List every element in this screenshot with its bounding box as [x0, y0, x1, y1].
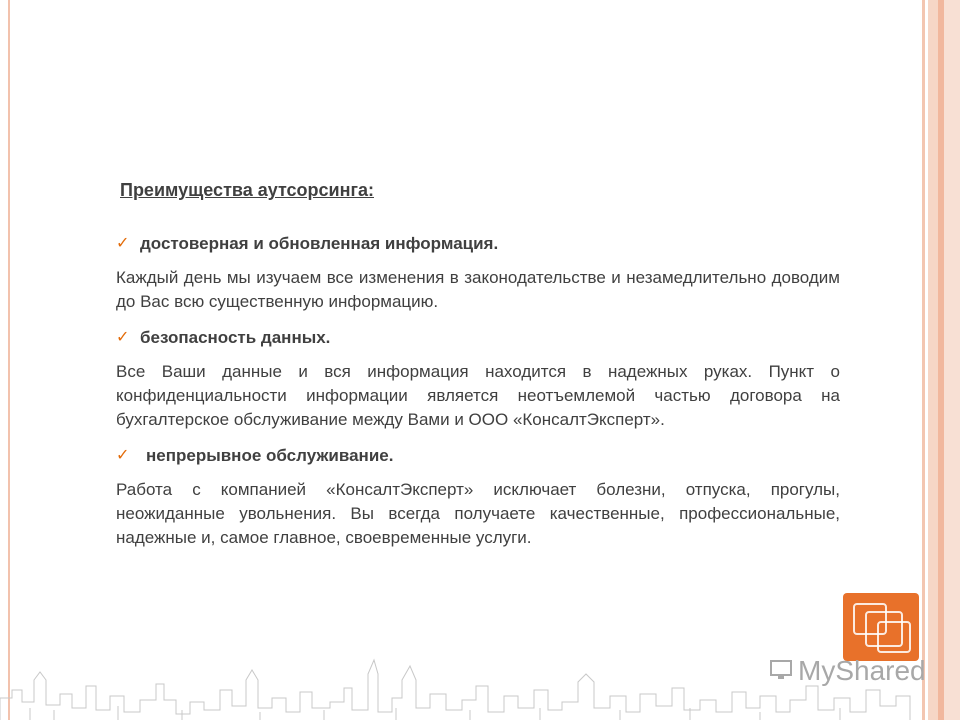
right-decorative-band	[918, 0, 960, 720]
watermark-text: MyShared	[798, 655, 926, 686]
monitor-icon	[770, 660, 796, 680]
bullet-item-1	[116, 232, 840, 256]
bullet-heading: непрерывное обслуживание.	[146, 446, 394, 465]
bullet-heading: безопасность данных.	[140, 328, 331, 347]
checkmark-icon: ✓	[116, 447, 130, 464]
left-frame-line	[8, 0, 10, 720]
bullet-heading: достоверная и обновленная информация.	[140, 234, 499, 253]
bullet-item-3	[116, 444, 840, 468]
bullet-item-2	[116, 326, 840, 350]
checkmark-icon: ✓	[116, 329, 130, 346]
bullet-paragraph: Работа с компанией «КонсалтЭксперт» исключает болезни, отпуска, прогулы, неожиданные увольнения. Вы всегда получаете качественные, профессиональные, надежные и, самое главное, своевременные услуги.	[116, 480, 840, 547]
slide-content	[116, 232, 840, 562]
bullet-paragraph: Каждый день мы изучаем все изменения в законодательстве и незамедлительно доводим до Вас всю существенную информацию.	[116, 268, 840, 311]
slide-title: Преимущества аутсорсинга:	[120, 180, 374, 200]
bullet-paragraph: Все Ваши данные и вся информация находится в надежных руках. Пункт о конфиденциальности информации является неотъемлемой частью договора на бухгалтерское обслуживание между Вами и ООО «КонсалтЭксперт».	[116, 362, 840, 429]
logo-square-3	[877, 621, 911, 653]
checkmark-icon: ✓	[116, 235, 130, 252]
